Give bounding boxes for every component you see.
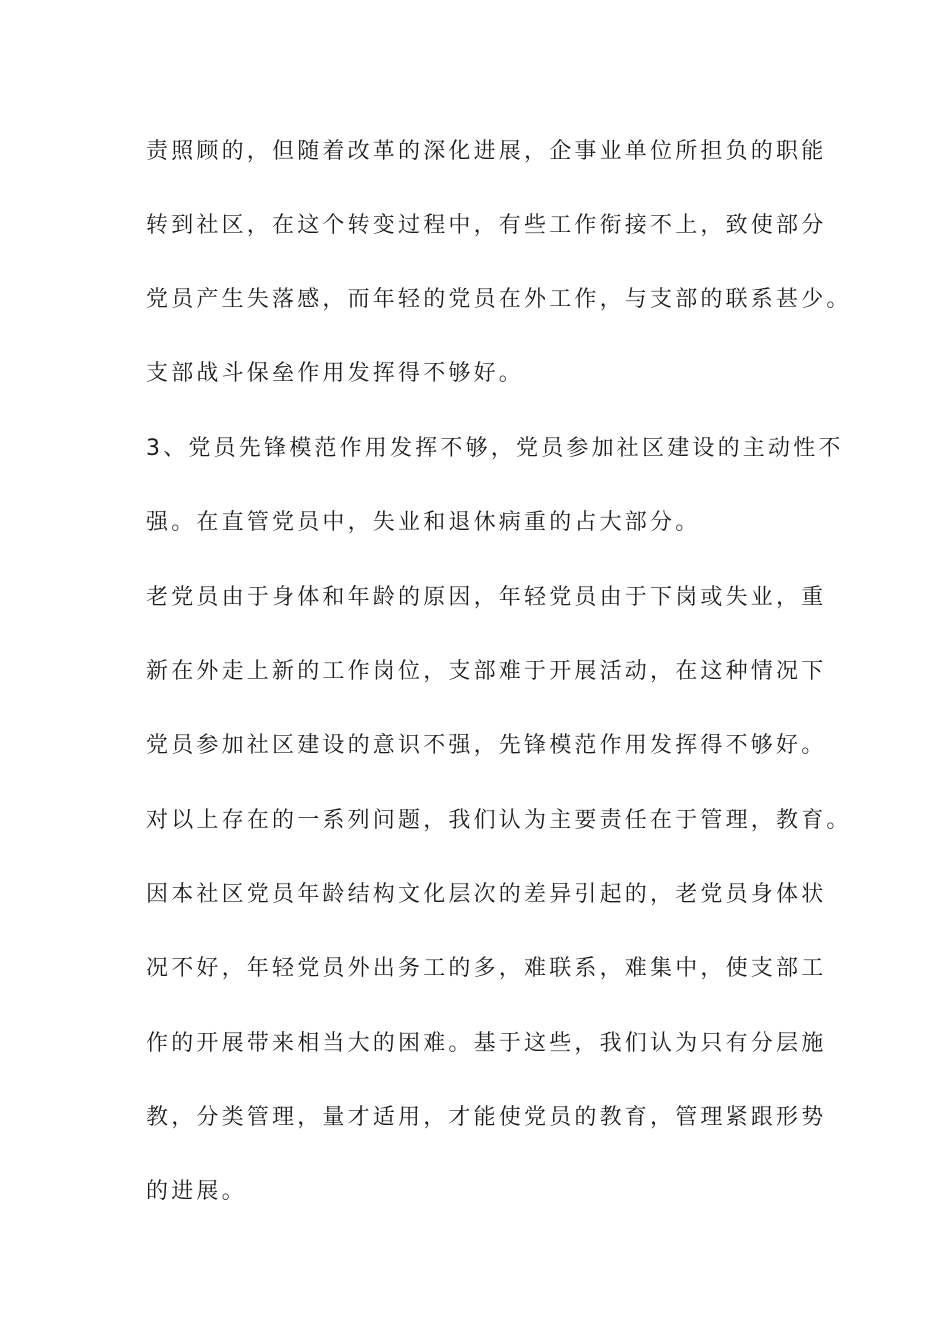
text-line: 3、党员先锋模范作用发挥不够，党员参加社区建设的主动性不 bbox=[146, 436, 844, 461]
text-line: 支部战斗保垒作用发挥得不够好。 bbox=[146, 361, 525, 386]
text-line: 新在外走上新的工作岗位，支部难于开展活动，在这种情况下 bbox=[146, 659, 827, 684]
text-line: 责照顾的，但随着改革的深化进展，企事业单位所担负的职能 bbox=[146, 139, 827, 164]
text-line: 作的开展带来相当大的困难。基于这些，我们认为只有分层施 bbox=[146, 1031, 827, 1056]
text-line: 因本社区党员年龄结构文化层次的差异引起的，老党员身体状 bbox=[146, 882, 827, 907]
text-line: 老党员由于身体和年龄的原因，年轻党员由于下岗或失业，重 bbox=[146, 585, 827, 610]
text-line: 对以上存在的一系列问题，我们认为主要责任在于管理，教育。 bbox=[146, 808, 852, 833]
text-line: 况不好，年轻党员外出务工的多，难联系，难集中，使支部工 bbox=[146, 956, 827, 981]
text-line: 党员参加社区建设的意识不强，先锋模范作用发挥得不够好。 bbox=[146, 733, 827, 758]
text-line: 的进展。 bbox=[146, 1179, 247, 1204]
text-line: 党员产生失落感，而年轻的党员在外工作，与支部的联系甚少。 bbox=[146, 287, 852, 312]
text-line: 教，分类管理，量才适用，才能使党员的教育，管理紧跟形势 bbox=[146, 1105, 827, 1130]
text-line: 强。在直管党员中，失业和退休病重的占大部分。 bbox=[146, 510, 701, 535]
text-line: 转到社区，在这个转变过程中，有些工作衔接不上，致使部分 bbox=[146, 213, 827, 238]
